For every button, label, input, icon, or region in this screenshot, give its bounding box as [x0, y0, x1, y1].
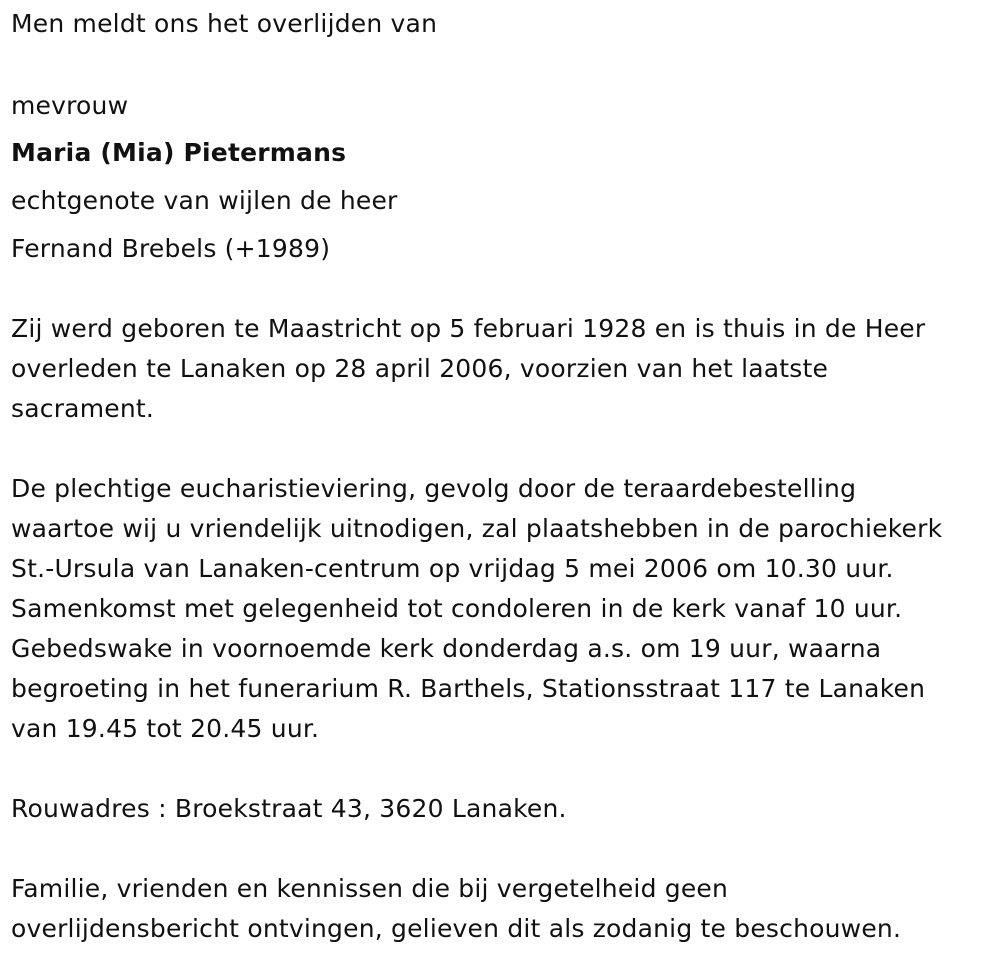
- deceased-name: Maria (Mia) Pietermans: [11, 138, 347, 167]
- birth-line: overleden te Lanaken op 28 april 2006, voorzien van het laatste: [11, 354, 829, 383]
- birth-line: sacrament.: [11, 394, 155, 423]
- birth-line: Zij werd geboren te Maastricht op 5 februari 1928 en is thuis in de Heer: [11, 314, 926, 343]
- service-line: Samenkomst met gelegenheid tot condoleren in de kerk vanaf 10 uur.: [11, 594, 903, 623]
- service-paragraph: [11, 469, 990, 749]
- service-line: Gebedswake in voornoemde kerk donderdag a.s. om 19 uur, waarna: [11, 634, 882, 663]
- spouse-name: Fernand Brebels (+1989): [11, 234, 331, 263]
- service-line: begroeting in het funerarium R. Barthels, Stationsstraat 117 te Lanaken: [11, 674, 926, 703]
- intro-line: Men meldt ons het overlijden van: [11, 9, 438, 38]
- birth-paragraph: [11, 309, 990, 429]
- service-line: De plechtige eucharistieviering, gevolg door de teraardebestelling: [11, 474, 857, 503]
- service-line: waartoe wij u vriendelijk uitnodigen, zal plaatshebben in de parochiekerk: [11, 514, 943, 543]
- title-prefix: mevrouw: [11, 91, 129, 120]
- closing-paragraph: [11, 869, 990, 949]
- service-line: St.-Ursula van Lanaken-centrum op vrijdag 5 mei 2006 om 10.30 uur.: [11, 554, 894, 583]
- service-line: van 19.45 tot 20.45 uur.: [11, 714, 320, 743]
- closing-line: Familie, vrienden en kennissen die bij vergetelheid geen: [11, 874, 729, 903]
- mourning-address: Rouwadres : Broekstraat 43, 3620 Lanaken.: [11, 794, 567, 823]
- closing-line: overlijdensbericht ontvingen, gelieven dit als zodanig te beschouwen.: [11, 914, 902, 943]
- spouse-label: echtgenote van wijlen de heer: [11, 186, 398, 215]
